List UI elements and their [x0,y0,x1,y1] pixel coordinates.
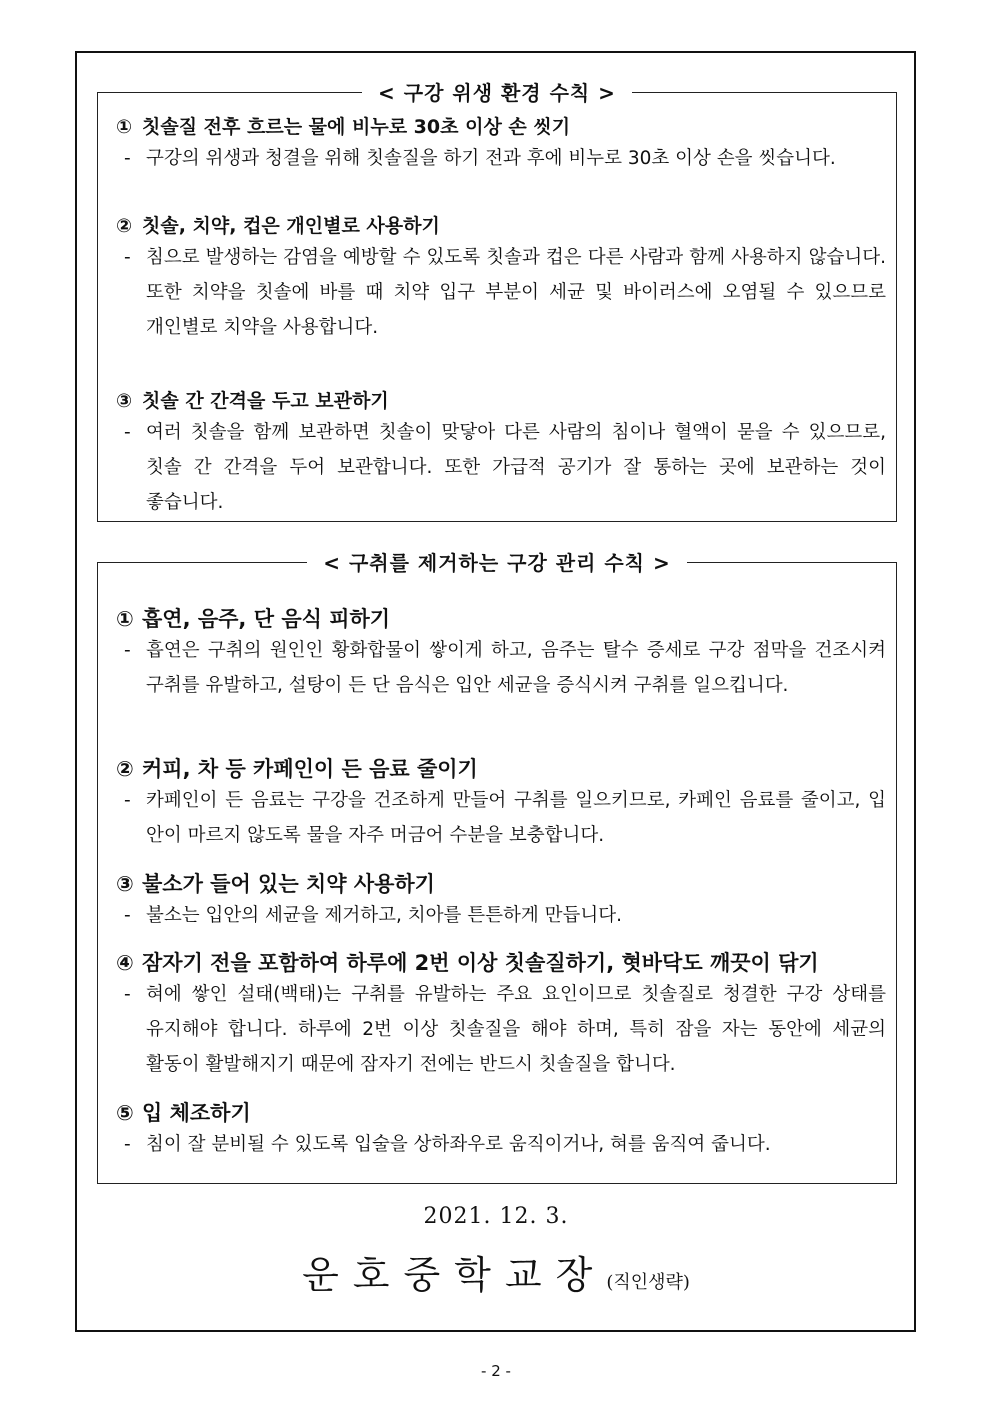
signature-line [0,1244,992,1299]
item-body: 여러 칫솔을 함께 보관하면 칫솔이 맞닿아 다른 사람의 침이나 혈액이 묻을 수 있으므로, 칫솔 간 간격을 두어 보관합니다. 또한 가급적 공기가 잘 통하는 곳에 보관하는 것이 좋습니다. [146,422,886,513]
item-heading: 커피, 차 등 카페인이 든 음료 줄이기 [142,757,478,781]
item-number: ③ [116,872,134,896]
item-body: 혀에 쌓인 설태(백태)는 구취를 유발하는 주요 요인이므로 칫솔질로 청결한 구강 상태를 유지해야 합니다. 하루에 2번 이상 칫솔질을 해야 하며, 특히 잠을 자는 동안에 세균의 활동이 활발해지기 때문에 잠자기 전에는 반드시 칫솔질을 합니다. [146,984,886,1075]
item-heading: 불소가 들어 있는 치약 사용하기 [142,872,435,896]
item-heading: 입 체조하기 [142,1101,251,1125]
item-heading: 칫솔 간 간격을 두고 보관하기 [142,390,389,412]
item-heading: 잠자기 전을 포함하여 하루에 2번 이상 칫솔질하기, 혓바닥도 깨끗이 닦기 [142,951,819,975]
issue-date: 2021. 12. 3. [423,1204,569,1229]
item-number: ③ [116,390,133,412]
item-number: ① [116,116,133,138]
oral-hygiene-rules-box [97,81,897,522]
bad-breath-rules-box [97,551,897,1184]
item-body: 흡연은 구취의 원인인 황화합물이 쌓이게 하고, 음주는 탈수 증세로 구강 점막을 건조시켜 구취를 유발하고, 설탕이 든 단 음식은 입안 세균을 증식시켜 구취를 일으킵니다. [146,640,886,696]
rule-item: ⑤ 입 체조하기 - 침이 잘 분비될 수 있도록 입술을 상하좌우로 움직이거나, 혀를 움직여 줍니다. [116,1101,771,1155]
item-number: ② [116,757,134,781]
rule-item: ① 칫솔질 전후 흐르는 물에 비누로 30초 이상 손 씻기 - 구강의 위생과 청결을 위해 칫솔질을 하기 전과 후에 비누로 30초 이상 손을 씻습니다. [116,113,886,176]
item-body: 불소는 입안의 세균을 제거하고, 치아를 튼튼하게 만듭니다. [146,905,622,926]
rule-item: ③ 칫솔 간 간격을 두고 보관하기 - 여러 칫솔을 함께 보관하면 칫솔이 맞닿아 다른 사람의 침이나 혈액이 묻을 수 있으므로, 칫솔 간 간격을 두어 보관합니다. 또한 가급적 공기가 잘 통하는 곳에 보관하는 것이 좋습니다. [116,387,886,520]
rule-item: ① 흡연, 음주, 단 음식 피하기 - 흡연은 구취의 원인인 황화합물이 쌓이게 하고, 음주는 탈수 증세로 구강 점막을 건조시켜 구취를 유발하고, 설탕이 든 단 음식은 입안 세균을 증식시켜 구취를 일으킵니다. [116,607,886,696]
item-heading: 칫솔질 전후 흐르는 물에 비누로 30초 이상 손 씻기 [142,116,571,138]
item-body: 침으로 발생하는 감염을 예방할 수 있도록 칫솔과 컵은 다른 사람과 함께 사용하지 않습니다. 또한 치약을 칫솔에 바를 때 치약 입구 부분이 세균 및 바이러스에 오염될 수 있으므로 개인별로 치약을 사용합니다. [146,247,886,338]
section-title: < 구강 위생 환경 수칙 > [362,81,632,105]
item-number: ② [116,215,133,237]
item-heading: 흡연, 음주, 단 음식 피하기 [142,607,391,631]
rule-item: ② 커피, 차 등 카페인이 든 음료 줄이기 - 카페인이 든 음료는 구강을 건조하게 만들어 구취를 일으키므로, 카페인 음료를 줄이고, 입 안이 마르지 않도록 물을 자주 머금어 수분을 보충합니다. [116,757,886,846]
section-title: < 구취를 제거하는 구강 관리 수칙 > [307,551,686,575]
item-number: ④ [116,951,134,975]
rule-item: ② 칫솔, 치약, 컵은 개인별로 사용하기 - 침으로 발생하는 감염을 예방할 수 있도록 칫솔과 컵은 다른 사람과 함께 사용하지 않습니다. 또한 치약을 칫솔에 바를 때 치약 입구 부분이 세균 및 바이러스에 오염될 수 있으므로 개인별로 치약을 사용합니다. [116,212,886,345]
item-body: 구강의 위생과 청결을 위해 칫솔질을 하기 전과 후에 비누로 30초 이상 손을 씻습니다. [146,148,836,169]
rule-item: ③ 불소가 들어 있는 치약 사용하기 - 불소는 입안의 세균을 제거하고, 치아를 튼튼하게 만듭니다. [116,872,622,926]
seal-omitted-note: (직인생략) [606,1272,690,1293]
item-number: ⑤ [116,1101,134,1125]
item-number: ① [116,607,134,631]
item-body: 침이 잘 분비될 수 있도록 입술을 상하좌우로 움직이거나, 혀를 움직여 줍니다. [146,1134,771,1155]
page-number: - 2 - [481,1362,511,1380]
item-body: 카페인이 든 음료는 구강을 건조하게 만들어 구취를 일으키므로, 카페인 음료를 줄이고, 입 안이 마르지 않도록 물을 자주 머금어 수분을 보충합니다. [146,790,886,846]
signer-name: 운호중학교장 [302,1253,607,1297]
item-heading: 칫솔, 치약, 컵은 개인별로 사용하기 [142,215,440,237]
rule-item: ④ 잠자기 전을 포함하여 하루에 2번 이상 칫솔질하기, 혓바닥도 깨끗이 닦기 - 혀에 쌓인 설태(백태)는 구취를 유발하는 주요 요인이므로 칫솔질로 청결한 구강 상태를 유지해야 합니다. 하루에 2번 이상 칫솔질을 해야 하며, 특히 잠을 자는 동안에 세균의 활동이 활발해지기 때문에 잠자기 전에는 반드시 칫솔질을 합니다. [116,951,886,1075]
